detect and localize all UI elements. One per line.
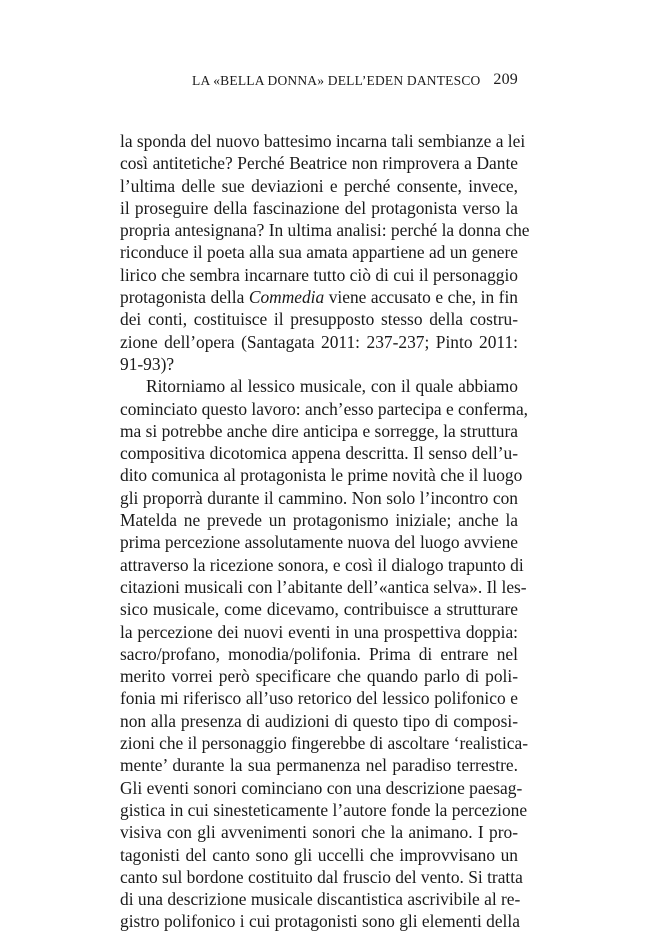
text-line: gistica in cui sinesteticamente l’autore fonde la percezione: [120, 799, 528, 820]
text-line: riconduce il poeta alla sua amata appartiene ad un genere: [120, 242, 518, 263]
text-line: prima percezione assolutamente nuova del luogo avviene: [120, 532, 518, 553]
text-line: cominciato questo lavoro: anch’esso partecipa e conferma,: [120, 398, 529, 419]
text-line: merito vorrei però specificare che quando parlo di poli-: [120, 666, 518, 687]
text-line: attraverso la ricezione sonora, e così il dialogo trapunto di: [120, 554, 524, 575]
text-line: la sponda del nuovo battesimo incarna tali sembianze a lei: [120, 131, 526, 151]
text-line: dito comunica al protagonista le prime novità che il luogo: [120, 465, 523, 486]
text-line: compositiva dicotomica appena descritta. Il senso dell’u-: [120, 443, 518, 464]
text-line: sacro/profano, monodia/polifonia. Prima di entrare nel: [120, 643, 518, 664]
text-line: ma si potrebbe anche dire anticipa e sorregge, la struttura: [120, 420, 518, 441]
text-line: zioni che il personaggio fingerebbe di ascoltare ‘realistica-: [120, 733, 529, 754]
text-line: tagonisti del canto sono gli uccelli che improvvisano un: [120, 844, 518, 865]
text-line: zione dell’opera (Santagata 2011: 237-237; Pinto 2011:: [120, 331, 518, 352]
page-number: 209: [493, 71, 518, 88]
text-line: lirico che sembra incarnare tutto ciò di cui il personaggio: [120, 264, 518, 285]
text-line: Ritorniamo al lessico musicale, con il quale abbiamo: [146, 376, 518, 397]
text-line: mente’ durante la sua permanenza nel paradiso terrestre.: [120, 755, 518, 776]
italic-title: Commedia: [248, 287, 325, 308]
text-line: citazioni musicali con l’abitante dell’«antica selva». Il les-: [120, 576, 527, 597]
text-line: [120, 286, 518, 308]
running-head: [120, 71, 518, 93]
text-line: così antitetiche? Perché Beatrice non rimprovera a Dante: [120, 153, 518, 174]
text-line: Gli eventi sonori cominciano con una descrizione paesag-: [120, 777, 523, 798]
text-line: canto sul bordone costituito dal fruscio del vento. Si tratta: [120, 866, 523, 887]
text-line: gli proporrà durante il cammino. Non solo l’incontro con: [120, 487, 518, 508]
text-line: propria antesignana? In ultima analisi: perché la donna che: [120, 220, 530, 241]
text-line: fonia mi riferisco all’uso retorico del lessico polifonico e: [120, 688, 518, 709]
text-line: di una descrizione musicale discantistica ascrivibile al re-: [120, 889, 521, 910]
text-line: il proseguire della fascinazione del protagonista verso la: [120, 197, 518, 218]
text-line: la percezione dei nuovi eventi in una prospettiva doppia:: [120, 621, 518, 642]
running-title: LA «BELLA DONNA» DELL’EDEN DANTESCO: [192, 73, 481, 88]
text-run: protagonista della: [120, 287, 249, 308]
text-line: gistro polifonico i cui protagonisti sono gli elementi della: [120, 911, 520, 932]
text-line: non alla presenza di audizioni di questo tipo di composi-: [120, 710, 518, 731]
body-text: [120, 130, 530, 933]
text-line: visiva con gli avvenimenti sonori che la animano. I pro-: [120, 822, 518, 843]
text-line: sico musicale, come dicevamo, contribuisce a strutturare: [120, 599, 518, 620]
text-line: l’ultima delle sue deviazioni e perché consente, invece,: [120, 175, 518, 196]
text-line: dei conti, costituisce il presupposto stesso della costru-: [120, 309, 518, 330]
paragraph-2: [120, 375, 529, 932]
text-run: viene accusato e che, in fin: [324, 287, 518, 308]
paragraph-1: [120, 130, 530, 375]
text-line: 91-93)?: [120, 353, 175, 374]
text-line: Matelda ne prevede un protagonismo iniziale; anche la: [120, 510, 518, 531]
